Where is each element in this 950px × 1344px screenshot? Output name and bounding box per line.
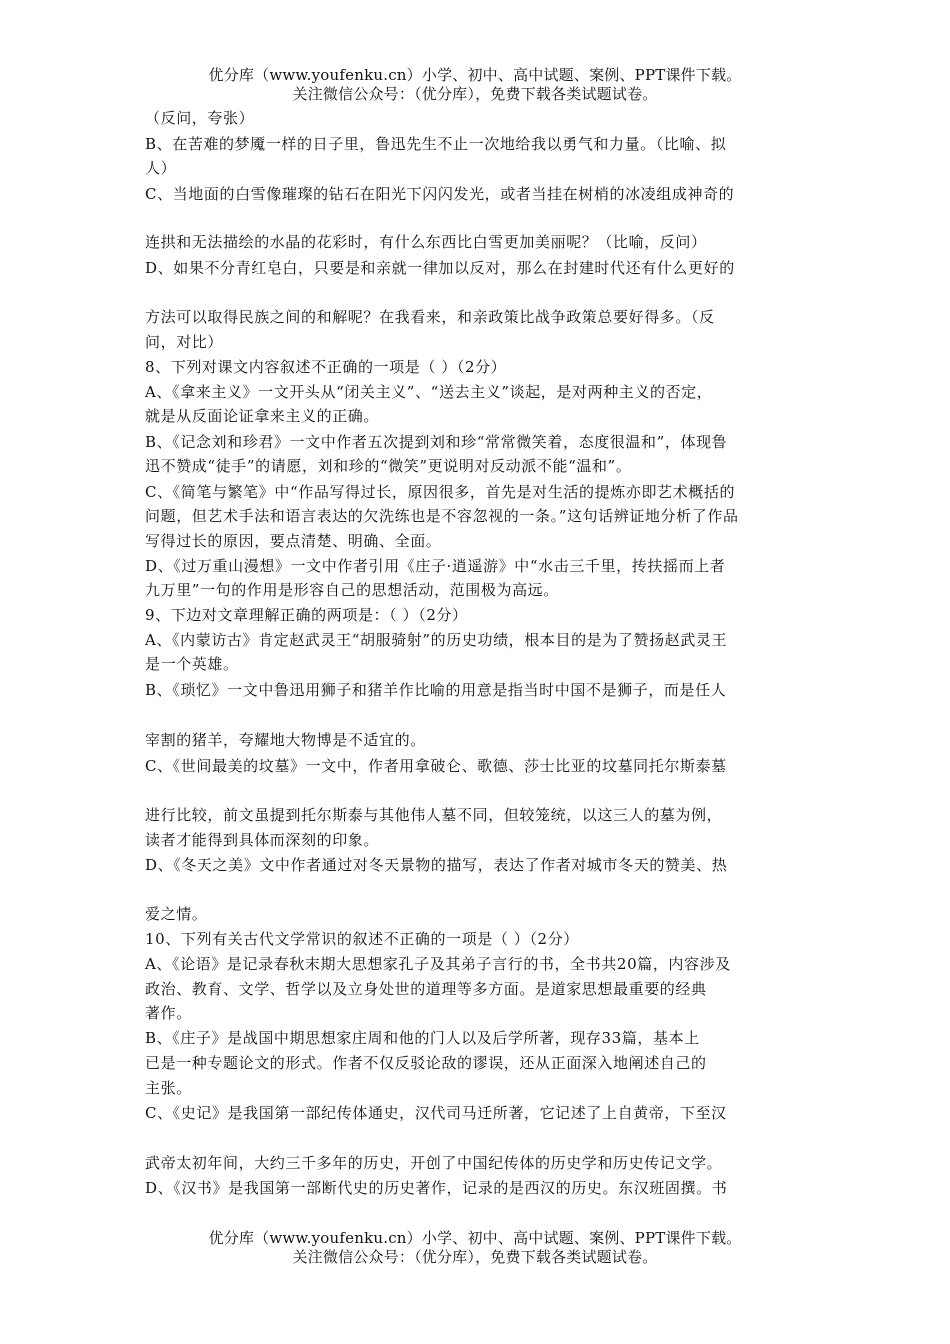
body-line: C、《世间最美的坟墓》一文中，作者用拿破仑、歌德、莎士比亚的坟墓同托尔斯泰墓 [145,757,727,775]
body-line: C、《简笔与繁笔》中“作品写得过长，原因很多，首先是对生活的提炼亦即艺术概括的 [145,483,736,501]
body-line: D、如果不分青红皂白，只要是和亲就一律加以反对，那么在封建时代还有什么更好的 [145,259,735,277]
body-line: 写得过长的原因，要点清楚、明确、全面。 [145,532,442,550]
body-line: 9、下边对文章理解正确的两项是：（ ）（2分） [145,606,468,624]
body-line: 已是一种专题论文的形式。作者不仅反驳论敌的谬误，还从正面深入地阐述自己的 [145,1054,707,1072]
body-line: 进行比较，前文虽提到托尔斯泰与其他伟人墓不同，但较笼统，以这三人的墓为例， [145,806,723,824]
header-line-2: 关注微信公众号：（优分库），免费下载各类试题试卷。 [292,85,658,103]
body-line: 就是从反面论证拿来主义的正确。 [145,407,380,425]
footer-line-2: 关注微信公众号：（优分库），免费下载各类试题试卷。 [292,1248,658,1266]
body-line: A、《论语》是记录春秋末期大思想家孔子及其弟子言行的书，全书共20篇，内容涉及 [145,955,731,973]
footer-line-1: 优分库（www.youfenku.cn）小学、初中、高中试题、案例、PPT课件下载。 [208,1229,742,1247]
body-line: B、《记念刘和珍君》一文中作者五次提到刘和珍“常常微笑着，态度很温和”，体现鲁 [145,433,728,451]
body-line: A、《拿来主义》一文开头从“闭关主义”、“送去主义”谈起，是对两种主义的否定， [145,383,713,401]
body-line: 武帝太初年间，大约三千多年的历史，开创了中国纪传体的历史学和历史传记文学。 [145,1154,723,1172]
body-line: D、《冬天之美》文中作者通过对冬天景物的描写，表达了作者对城市冬天的赞美、热 [145,856,728,874]
body-line: 迅不赞成“徒手”的请愿，刘和珍的“微笑”更说明对反动派不能“温和”。 [145,457,632,475]
body-line: 是一个英雄。 [145,655,239,673]
body-line: 宰割的猪羊，夸耀地大物博是不适宜的。 [145,731,426,749]
body-line: 问，对比） [145,333,224,351]
body-line: 8、下列对课文内容叙述不正确的一项是（ ）（2分） [145,358,507,376]
body-line: B、在苦难的梦魇一样的日子里，鲁迅先生不止一次地给我以勇气和力量。（比喻、拟 [145,135,727,153]
body-line: 九万里”一句的作用是形容自己的思想活动，范围极为高远。 [145,581,559,599]
body-line: A、《内蒙访古》肯定赵武灵王“胡服骑射”的历史功绩，根本目的是为了赞扬赵武灵王 [145,631,728,649]
body-line: 政治、教育、文学、哲学以及立身处世的道理等多方面。是道家思想最重要的经典 [145,980,707,998]
body-line: 著作。 [145,1004,192,1022]
body-line: 爱之情。 [145,905,208,923]
body-line: D、《汉书》是我国第一部断代史的历史著作，记录的是西汉的历史。东汉班固撰。书 [145,1179,728,1197]
body-line: 人） [145,159,177,177]
body-line: 方法可以取得民族之间的和解呢？在我看来，和亲政策比战争政策总要好得多。（反 [145,308,715,326]
body-line: B、《庄子》是战国中期思想家庄周和他的门人以及后学所著，现存33篇，基本上 [145,1029,700,1047]
body-line: （反问，夸张） [145,109,255,127]
body-line: D、《过万重山漫想》一文中作者引用《庄子·逍遥游》中“水击三千里，抟扶摇而上者 [145,557,726,575]
body-line: 问题，但艺术手法和语言表达的欠洗练也是不容忽视的一条。”这句话辨证地分析了作品 [145,507,739,525]
body-line: B、《琐忆》一文中鲁迅用狮子和猪羊作比喻的用意是指当时中国不是狮子，而是任人 [145,681,727,699]
body-line: C、当地面的白雪像璀璨的钻石在阳光下闪闪发光，或者当挂在树梢的冰凌组成神奇的 [145,185,735,203]
body-line: 10、下列有关古代文学常识的叙述不正确的一项是（ ）（2分） [145,930,579,948]
header-line-1: 优分库（www.youfenku.cn）小学、初中、高中试题、案例、PPT课件下载。 [208,66,742,84]
body-line: 主张。 [145,1079,192,1097]
body-line: 读者才能得到具体而深刻的印象。 [145,831,380,849]
body-line: C、《史记》是我国第一部纪传体通史，汉代司马迁所著，它记述了上自黄帝，下至汉 [145,1104,727,1122]
body-line: 连拱和无法描绘的水晶的花彩时，有什么东西比白雪更加美丽呢？（比喻，反问） [145,233,707,251]
